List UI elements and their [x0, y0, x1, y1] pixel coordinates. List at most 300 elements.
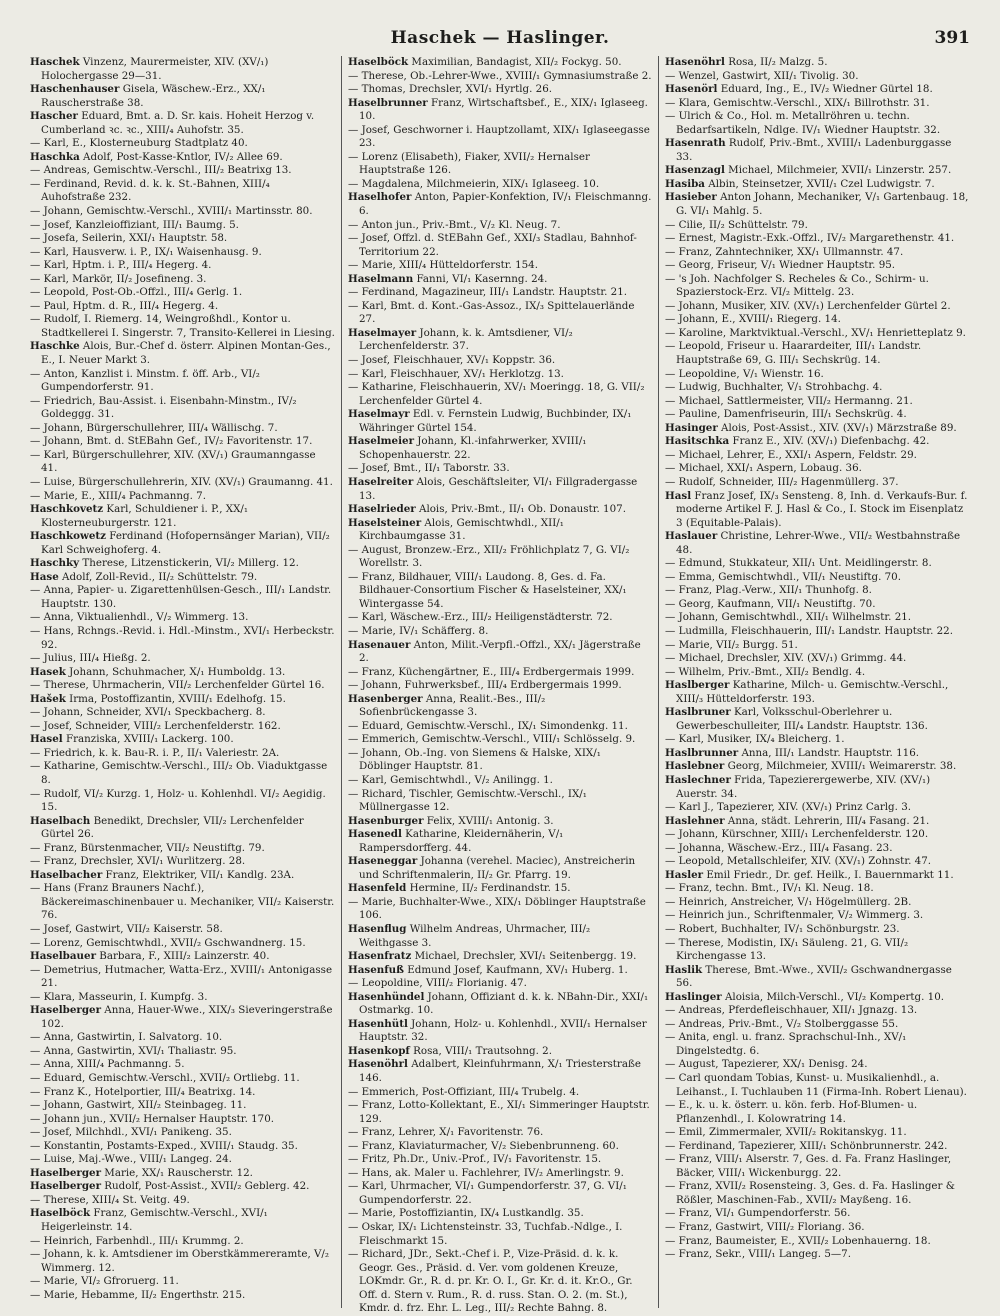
- directory-entry: [30, 964, 335, 991]
- entry-surname: Hasenflug: [348, 923, 407, 935]
- directory-entry: [665, 368, 969, 382]
- directory-entry: [348, 625, 652, 639]
- entry-details: Eduard, Ing., E., IV/₂ Wiedner Gürtel 18.: [717, 83, 933, 96]
- directory-entry: [665, 760, 969, 774]
- directory-entry: [348, 611, 652, 625]
- directory-entry: [30, 842, 335, 856]
- directory-entry: [665, 70, 969, 84]
- entry-details: — Franz, Bildhauer, VIII/₁ Laudong. 8, Ges. d. Fa. Bildhauer-Consortium Fischer & Haselsteiner, XX/₁ Wintergasse 54.: [348, 570, 627, 610]
- entry-details: — Friedrich, k. k. Bau-R. i. P., II/₁ Valeriestr. 2A.: [30, 746, 280, 759]
- directory-entry: [30, 625, 335, 652]
- entry-details: — Karl, Musiker, IX/₄ Bleicherg. 1.: [665, 733, 845, 746]
- directory-entry: [348, 1058, 652, 1085]
- entry-details: — Johann, Bmt. d. StEBahn Gef., IV/₂ Favoritenstr. 17.: [30, 435, 313, 448]
- directory-entry: [348, 828, 652, 855]
- directory-entry: [348, 1140, 652, 1154]
- entry-details: Anna, Hauer-Wwe., XIX/₃ Sieveringerstraße 102.: [41, 1004, 333, 1030]
- directory-entry: [30, 611, 335, 625]
- entry-details: — Ludmilla, Fleischhauerin, III/₁ Landstr. Hauptstr. 22.: [665, 624, 954, 637]
- directory-entry: [30, 1086, 335, 1100]
- entry-details: — Franz, Baumeister, E., XVII/₂ Lobenhauerng. 18.: [665, 1234, 931, 1247]
- directory-entry: [665, 557, 969, 571]
- entry-details: — Franz, VI/₁ Gumpendorferstr. 56.: [665, 1207, 851, 1220]
- entry-details: — Franz, Gastwirt, VIII/₂ Floriang. 36.: [665, 1221, 865, 1234]
- entry-surname: Haslehner: [665, 814, 725, 827]
- directory-entry: [348, 408, 652, 435]
- entry-surname: Hasenauer: [348, 638, 411, 651]
- entry-details: Rudolf, Priv.-Bmt., XVIII/₁ Ladenburggasse 33.: [676, 137, 952, 163]
- directory-entry: [665, 273, 969, 300]
- entry-details: — Katharine, Gemischtw.-Verschl., III/₂ Ob. Viaduktgasse 8.: [30, 760, 328, 786]
- directory-entry: [665, 598, 969, 612]
- entry-details: Therese, Bmt.-Wwe., XVII/₂ Gschwandnergasse 56.: [676, 963, 952, 990]
- directory-entry: [348, 219, 652, 233]
- entry-details: Eduard, Bmt. a. D. Sr. kais. Hoheit Herzog v. Cumberland ꝛc. ꝛc., XIII/₄ Auhofstr. 35.: [41, 110, 315, 136]
- entry-surname: Haseneggar: [348, 855, 418, 868]
- entry-details: Rosa, VIII/₁ Trautsohng. 2.: [409, 1044, 552, 1057]
- entry-details: Wilhelm Andreas, Uhrmacher, III/₂ Weithgasse 3.: [359, 923, 591, 949]
- directory-entry: [665, 584, 969, 598]
- directory-entry: [665, 1031, 969, 1058]
- directory-entry: [30, 286, 335, 300]
- entry-details: — Hans, Rchngs.-Revid. i. Hdl.-Minstm., XVI/₁ Herbeckstr. 92.: [30, 624, 335, 651]
- entry-details: — Johann, Ob.-Ing. von Siemens & Halske, XIX/₁ Döblinger Hauptstr. 81.: [348, 746, 601, 773]
- entry-details: Johann, Holz- u. Kohlenhdl., XVII/₁ Hernalser Hauptstr. 32.: [359, 1017, 647, 1044]
- entry-details: — Franz, Sekr., VIII/₁ Langeg. 5—7.: [665, 1248, 851, 1261]
- entry-details: — Marie, XIII/₄ Hütteldorferstr. 154.: [348, 259, 539, 272]
- directory-entry: [348, 571, 652, 612]
- entry-surname: Hasek: [30, 665, 66, 678]
- directory-entry: [665, 246, 969, 260]
- entry-details: — Karl, Bürgerschullehrer, XIV. (XV/₁) Graumanngasse 41.: [30, 448, 316, 475]
- directory-entry: [348, 882, 652, 896]
- directory-entry: [665, 313, 969, 327]
- directory-entry: [30, 652, 335, 666]
- directory-entry: [30, 151, 335, 165]
- entry-details: — Johann, Fuhrwerksbef., III/₄ Erdbergermais 1999.: [348, 679, 622, 692]
- directory-entry: [348, 896, 652, 923]
- entry-details: Rosa, II/₂ Malzg. 5.: [724, 56, 828, 68]
- directory-entry: [665, 1126, 969, 1140]
- directory-entry: [30, 1235, 335, 1249]
- directory-entry: [30, 855, 335, 869]
- directory-entry: [348, 476, 652, 503]
- entry-details: — Ferdinand, Revid. d. k. k. St.-Bahnen, XIII/₄ Auhofstraße 232.: [30, 177, 270, 204]
- entry-details: Anton Johann, Mechaniker, V/₁ Gartenbaug. 18, G. VI/₁ Mahlg. 5.: [676, 191, 969, 218]
- entry-details: Alois, Priv.-Bmt., II/₁ Ob. Donaustr. 107.: [415, 503, 626, 516]
- entry-details: — Thomas, Drechsler, XVI/₁ Hyrtlg. 26.: [348, 83, 553, 96]
- entry-details: — Johanna, Wäschew.-Erz., III/₄ Fasang. 23.: [665, 841, 893, 854]
- entry-surname: Haschenhauser: [30, 83, 120, 96]
- directory-entry: [665, 909, 969, 923]
- entry-details: — Karl, E., Klosterneuburg Stadtplatz 40.: [30, 137, 248, 150]
- entry-details: — Anna, Gastwirtin, XVI/₁ Thaliastr. 95.: [30, 1044, 237, 1057]
- directory-entry: [348, 517, 652, 544]
- entry-details: — Josef, Bmt., II/₁ Taborstr. 33.: [348, 462, 510, 475]
- entry-surname: Hase: [30, 570, 59, 583]
- entry-details: Georg, Milchmeier, XVIII/₁ Weimarerstr. 38.: [724, 760, 957, 773]
- directory-entry: [30, 1099, 335, 1113]
- entry-details: — Julius, III/₄ Hießg. 2.: [30, 652, 151, 665]
- entry-surname: Haselmayr: [348, 408, 410, 421]
- entry-details: Katharine, Kleidernäherin, V/₁ Rampersdorfferg. 44.: [359, 828, 564, 854]
- entry-details: Therese, Litzenstickerin, VI/₂ Millerg. 12.: [79, 557, 299, 570]
- entry-surname: Haselbacher: [30, 868, 103, 881]
- directory-entry: [665, 625, 969, 639]
- entry-surname: Haslechner: [665, 773, 731, 786]
- entry-surname: Haselmayer: [348, 326, 417, 339]
- entry-surname: Hasenedl: [348, 828, 402, 841]
- entry-details: Marie, XX/₁ Rauscherstr. 12.: [101, 1166, 253, 1179]
- entry-details: Johanna (verehel. Maciec), Anstreicherin und Schriftenmalerin, II/₂ Gr. Pfarrg. 19.: [359, 855, 636, 881]
- directory-entry: [665, 490, 969, 531]
- entry-details: — Michael, Lehrer, E., XXI/₁ Aspern, Feldstr. 29.: [665, 448, 917, 461]
- entry-details: — Richard, JDr., Sekt.-Chef i. P., Vize-Präsid. d. k. k. Geogr. Ges., Präsid. d. Ver. vom goldenen Kreuze, LOKmdr. Gr., R. d. pr. Kr. O. I., Gr. Kr. d. it. Kr.O., Gr. Off. d. Stern v. Rum., R. d. russ. Stan. O. 2. (m. St.), Kmdr. d. frz. Ehr. L. Leg., III/₂ Rechte Bahng. 8.: [348, 1248, 633, 1315]
- directory-entry: [665, 652, 969, 666]
- directory-entry: [348, 1126, 652, 1140]
- directory-entry: [30, 557, 335, 571]
- entry-details: Franz Josef, IX/₃ Sensteng. 8, Inh. d. Verkaufs-Bur. f. moderne Artikel F. J. Hasl & Co., I. Stock im Eisenplatz 3 (Equitable-Palais).: [676, 489, 968, 529]
- entry-details: — Michael, Sattlermeister, VII/₂ Hermanng. 21.: [665, 394, 913, 407]
- entry-details: — Friedrich, Bau-Assist. i. Eisenbahn-Minstm., IV/₂ Goldeggg. 31.: [30, 394, 297, 421]
- directory-entry: [348, 679, 652, 693]
- directory-entry: [30, 503, 335, 530]
- directory-entry: [30, 584, 335, 611]
- entry-surname: Hasenrath: [665, 137, 726, 150]
- entry-details: — Anita, engl. u. franz. Sprachschul-Inh., XV/₁ Dingelstedtg. 6.: [665, 1031, 907, 1057]
- entry-details: — Therese, Ob.-Lehrer-Wwe., XVIII/₁ Gymnasiumstraße 2.: [348, 69, 652, 82]
- directory-entry: [30, 1180, 335, 1194]
- directory-entry: [30, 1194, 335, 1208]
- entry-details: — Anna, Gastwirtin, I. Salvatorg. 10.: [30, 1031, 223, 1044]
- directory-entry: [665, 462, 969, 476]
- directory-entry: [30, 476, 335, 490]
- entry-surname: Haselmann: [348, 272, 414, 285]
- entry-details: — Karoline, Marktviktual.-Verschl., XV/₁ Henrietteplatz 9.: [665, 326, 966, 339]
- directory-entry: [665, 232, 969, 246]
- entry-details: — Franz, Lotto-Kollektant, E., XI/₁ Simmeringer Hauptstr. 129.: [348, 1099, 650, 1125]
- entry-details: — Luise, Bürgerschullehrerin, XIV. (XV/₁) Graumanng. 41.: [30, 475, 333, 488]
- directory-entry: [30, 923, 335, 937]
- directory-entry: [30, 435, 335, 449]
- directory-entry: [30, 815, 335, 842]
- column-left: [24, 56, 341, 1308]
- directory-entry: [665, 733, 969, 747]
- entry-surname: Hasenöhrl: [665, 56, 725, 68]
- entry-details: Barbara, F., XIII/₂ Lainzerstr. 40.: [96, 950, 270, 963]
- entry-details: — Emil, Zimmermaler, XVII/₂ Rokitanskyg. 11.: [665, 1126, 907, 1139]
- entry-details: — Wenzel, Gastwirt, XII/₁ Tivolig. 30.: [665, 69, 859, 82]
- entry-surname: Hasinger: [665, 421, 718, 434]
- entry-details: — Andreas, Gemischtw.-Verschl., III/₂ Beatrixg 13.: [30, 164, 292, 177]
- entry-details: Franziska, XVIII/₁ Lackerg. 100.: [62, 733, 234, 746]
- directory-entry: [665, 1235, 969, 1249]
- directory-entry: [30, 1275, 335, 1289]
- directory-entry: [348, 70, 652, 84]
- entry-details: Johann, Kl.-infahrwerker, XVIII/₁ Schopenhauerstr. 22.: [359, 435, 587, 461]
- entry-details: Benedikt, Drechsler, VII/₂ Lerchenfelder Gürtel 26.: [41, 814, 304, 841]
- entry-details: — Magdalena, Milchmeierin, XIX/₁ Iglaseeg. 10.: [348, 177, 600, 190]
- entry-details: — Hans, ak. Maler u. Fachlehrer, IV/₂ Amerlingstr. 9.: [348, 1166, 624, 1179]
- directory-entry: [30, 300, 335, 314]
- entry-details: — Leopold, Friseur u. Haarardeiter, III/₁ Landstr. Hauptstraße 69, G. III/₁ Sechskrüg. 14.: [665, 340, 922, 367]
- running-head: Haschek — Haslinger.: [390, 28, 610, 48]
- entry-details: — Lorenz, Gemischtwhdl., XVII/₂ Gschwandnerg. 15.: [30, 936, 306, 949]
- entry-surname: Haschkovetz: [30, 503, 104, 516]
- directory-entry: [30, 720, 335, 734]
- directory-entry: [348, 1045, 652, 1059]
- entry-surname: Haselhofer: [348, 191, 412, 204]
- entry-surname: Haselmeier: [348, 435, 414, 448]
- entry-surname: Haslauer: [665, 530, 718, 543]
- entry-details: — Josef, Offzl. d. StEBahn Gef., XXI/₃ Stadlau, Bahnhof-Territorium 22.: [348, 232, 637, 258]
- directory-entry: [665, 964, 969, 991]
- entry-details: — Johann, Gemischtwhdl., XII/₁ Wilhelmstr. 21.: [665, 611, 912, 624]
- directory-entry: [665, 1140, 969, 1154]
- directory-entry: [30, 1058, 335, 1072]
- directory-entry: [665, 801, 969, 815]
- directory-entry: [30, 991, 335, 1005]
- directory-entry: [665, 259, 969, 273]
- entry-details: — Ludwig, Buchhalter, V/₁ Strohbachg. 4.: [665, 381, 883, 394]
- entry-details: Johann, Offiziant d. k. k. NBahn-Dir., XXI/₁ Ostmarkg. 10.: [359, 990, 649, 1017]
- entry-details: — Karl, Bmt. d. Kont.-Gas-Assoz., IX/₃ Spittelauerlände 27.: [348, 299, 635, 326]
- entry-details: — Josef, Milchhdl., XVI/₁ Panikeng. 35.: [30, 1126, 232, 1139]
- entry-details: Ferdinand (Hofopernsänger Marian), VII/₂ Karl Schweighoferg. 4.: [41, 530, 330, 556]
- entry-details: Franz, Gemischtw.-Verschl., XVI/₁ Heigerleinstr. 14.: [41, 1207, 268, 1234]
- entry-details: — August, Tapezierer, XX/₁ Denisg. 24.: [665, 1058, 868, 1071]
- directory-entry: [348, 503, 652, 517]
- entry-details: — Marie, Buchhalter-Wwe., XIX/₁ Döblinger Hauptstraße 106.: [348, 895, 646, 922]
- directory-entry: [348, 977, 652, 991]
- entry-details: — Anton, Kanzlist i. Minstm. f. öff. Arb., VI/₂ Gumpendorferstr. 91.: [30, 367, 260, 394]
- directory-entry: [348, 259, 652, 273]
- directory-entry: [665, 300, 969, 314]
- directory-entry: [665, 219, 969, 233]
- entry-surname: Hasenburger: [348, 814, 424, 827]
- entry-details: Irma, Postoffizantin, XVIII/₁ Edelhofg. 15.: [65, 692, 286, 705]
- entry-details: Franz E., XIV. (XV/₁) Diefenbachg. 42.: [729, 435, 930, 448]
- entry-details: Anton, Papier-Konfektion, IV/₁ Fleischmanng. 6.: [359, 191, 652, 218]
- entry-details: — Johann, k. k. Amtsdiener im Oberstkämmereramte, V/₂ Wimmerg. 12.: [30, 1248, 330, 1274]
- directory-entry: [30, 530, 335, 557]
- directory-entry: [30, 232, 335, 246]
- directory-entry: [30, 788, 335, 815]
- entry-details: — Lorenz (Elisabeth), Fiaker, XVII/₂ Hernalser Hauptstraße 126.: [348, 150, 590, 177]
- entry-details: — Georg, Friseur, V/₁ Wiedner Hauptstr. 95.: [665, 259, 896, 272]
- directory-entry: [348, 964, 652, 978]
- entry-details: Adolf, Post-Kasse-Kntlor, IV/₂ Allee 69.: [79, 150, 283, 163]
- entry-surname: Hasl: [665, 489, 692, 502]
- directory-entry: [348, 991, 652, 1018]
- entry-details: — Eduard, Gemischtw.-Verschl., IX/₁ Simondenkg. 11.: [348, 719, 628, 732]
- directory-entry: [30, 1167, 335, 1181]
- entry-details: — Johann, Musiker, XIV. (XV/₁) Lerchenfelder Gürtel 2.: [665, 299, 951, 312]
- entry-surname: Haslinger: [665, 990, 722, 1003]
- entry-details: Franz, Wirtschaftsbef., E., XIX/₁ Iglaseeg. 10.: [359, 96, 648, 123]
- entry-details: — Luise, Maj.-Wwe., VIII/₁ Langeg. 24.: [30, 1153, 232, 1166]
- entry-details: — Karl, Markör, II/₂ Josefineng. 3.: [30, 272, 207, 285]
- directory-entry: [665, 1153, 969, 1180]
- directory-entry: [30, 246, 335, 260]
- entry-details: — Karl, Wäschew.-Erz., III/₂ Heiligenstädterstr. 72.: [348, 611, 613, 624]
- directory-entry: [30, 1126, 335, 1140]
- entry-details: — Robert, Buchhalter, IV/₁ Schönburgstr. 23.: [665, 923, 900, 935]
- directory-entry: [348, 56, 652, 70]
- entry-details: — Anna, XIII/₄ Pachmanng. 5.: [30, 1058, 185, 1071]
- entry-surname: Hasiba: [665, 177, 705, 190]
- directory-entry: [348, 1018, 652, 1045]
- directory-entry: [348, 693, 652, 720]
- directory-entry: [665, 706, 969, 733]
- entry-details: — Richard, Tischler, Gemischtw.-Verschl., IX/₁ Müllnergasse 12.: [348, 787, 587, 814]
- entry-surname: Hasenhündel: [348, 990, 425, 1003]
- entry-details: Vinzenz, Maurermeister, XIV. (XV/₁) Holochergasse 29—31.: [41, 56, 269, 82]
- directory-entry: [30, 313, 335, 340]
- directory-entry: [30, 340, 335, 367]
- entry-details: — Marie, VI/₂ Gfroruerg. 11.: [30, 1275, 179, 1288]
- directory-entry: [665, 422, 969, 436]
- directory-entry: [665, 178, 969, 192]
- entry-details: — Leopold, Metallschleifer, XIV. (XV/₁) Zohnstr. 47.: [665, 855, 932, 868]
- directory-entry: [665, 937, 969, 964]
- entry-details: Anna, städt. Lehrerin, III/₄ Fasang. 21.: [724, 814, 930, 827]
- entry-surname: Hasenfratz: [348, 950, 412, 963]
- directory-entry: [665, 395, 969, 409]
- entry-surname: Haselberger: [30, 1004, 102, 1017]
- entry-surname: Haslbrunner: [665, 746, 739, 759]
- directory-entry: [348, 815, 652, 829]
- entry-details: — Ferdinand, Tapezierer, XIII/₁ Schönbrunnerstr. 242.: [665, 1139, 948, 1152]
- entry-details: — Oskar, IX/₁ Lichtensteinstr. 33, Tuchfab.-Ndlge., I. Fleischmarkt 15.: [348, 1221, 623, 1247]
- directory-entry: [30, 83, 335, 110]
- entry-details: Franz, Elektriker, VII/₁ Kandlg. 23A.: [102, 868, 295, 881]
- entry-details: Johann, k. k. Amtsdiener, VI/₂ Lerchenfelderstr. 37.: [359, 326, 573, 353]
- directory-entry: [348, 381, 652, 408]
- entry-details: — Karl J., Tapezierer, XIV. (XV/₁) Prinz Carlg. 3.: [665, 801, 912, 814]
- directory-entry: [348, 151, 652, 178]
- directory-entry: [30, 679, 335, 693]
- entry-details: — Emmerich, Post-Offiziant, III/₄ Trubelg. 4.: [348, 1085, 580, 1098]
- directory-entry: [30, 449, 335, 476]
- entry-surname: Hasel: [30, 733, 63, 746]
- directory-entry: [348, 368, 652, 382]
- entry-surname: Hasenberger: [348, 692, 423, 705]
- directory-entry: [665, 1221, 969, 1235]
- entry-details: Edl. v. Fernstein Ludwig, Buchbinder, IX/₁ Währinger Gürtel 154.: [359, 408, 632, 434]
- entry-details: — Michael, XXI/₁ Aspern, Lobaug. 36.: [665, 462, 862, 475]
- entry-details: — 's Joh. Nachfolger S. Recheles & Co., Schirm- u. Spazierstock-Erz. VI/₂ Mittelg. 23.: [665, 272, 929, 299]
- directory-entry: [665, 923, 969, 937]
- entry-details: — Johann jun., XVII/₂ Hernalser Hauptstr. 170.: [30, 1112, 275, 1125]
- directory-entry: [665, 869, 969, 883]
- entry-details: Hermine, II/₂ Ferdinandstr. 15.: [406, 882, 571, 895]
- entry-details: — Franz K., Hotelportier, III/₄ Beatrixg. 14.: [30, 1085, 256, 1098]
- directory-entry: [348, 435, 652, 462]
- entry-surname: Haselbauer: [30, 950, 96, 963]
- entry-details: Adolf, Zoll-Revid., II/₂ Schüttelstr. 79.: [58, 570, 258, 583]
- directory-entry: [348, 273, 652, 287]
- entry-details: — Marie, E., XIII/₄ Pachmanng. 7.: [30, 489, 206, 502]
- directory-entry: [30, 1072, 335, 1086]
- directory-entry: [665, 666, 969, 680]
- entry-details: — Franz, XVII/₂ Rosensteing. 3, Ges. d. Fa. Haslinger & Rößler, Maschinen-Fab., XVII/₂ Mayßeng. 16.: [665, 1180, 955, 1206]
- directory-entry: [665, 191, 969, 218]
- directory-entry: [348, 178, 652, 192]
- entry-details: — Karl, Uhrmacher, VI/₁ Gumpendorferstr. 37, G. VI/₁ Gumpendorferstr. 22.: [348, 1180, 627, 1206]
- entry-details: — Heinrich jun., Schriftenmaler, V/₂ Wimmerg. 3.: [665, 909, 924, 922]
- directory-entry: [665, 1099, 969, 1126]
- directory-entry: [30, 490, 335, 504]
- entry-surname: Hasieber: [665, 191, 717, 204]
- entry-details: — Ernest, Magistr.-Exk.-Offzl., IV/₂ Margarethenstr. 41.: [665, 232, 955, 245]
- entry-details: — Franz, Klaviaturmacher, V/₂ Siebenbrunneng. 60.: [348, 1139, 619, 1152]
- directory-entry: [348, 327, 652, 354]
- entry-details: — Marie, Postoffiziantin, IX/₄ Lustkandlg. 35.: [348, 1207, 584, 1220]
- directory-entry: [30, 137, 335, 151]
- entry-details: — Franz, Zahntechniker, XX/₁ Ullmannstr. 47.: [665, 245, 904, 258]
- entry-details: — Ulrich & Co., Hol. m. Metallröhren u. techn. Bedarfsartikeln, Ndlge. IV/₁ Wiedner Hauptstr. 32.: [665, 110, 941, 136]
- entry-details: — Johann, Gastwirt, XII/₂ Steinbageg. 11.: [30, 1099, 247, 1112]
- entry-details: — Karl, Hptm. i. P., III/₄ Hegerg. 4.: [30, 259, 212, 272]
- entry-surname: Haselböck: [30, 1207, 91, 1220]
- entry-details: — Emma, Gemischtwhdl., VII/₁ Neustiftg. 70.: [665, 570, 901, 583]
- directory-entry: [665, 1018, 969, 1032]
- entry-details: — Marie, Hebamme, II/₂ Engerthstr. 215.: [30, 1288, 246, 1301]
- entry-details: — Anna, Papier- u. Zigarettenhülsen-Gesch., III/₁ Landstr. Hauptstr. 130.: [30, 584, 332, 610]
- directory-entry: [348, 747, 652, 774]
- directory-entry: [665, 1004, 969, 1018]
- entry-details: — Johann, Schneider, XVI/₁ Speckbacherg. 8.: [30, 706, 266, 719]
- entry-details: — Franz, VIII/₁ Alserstr. 7, Ges. d. Fa. Franz Haslinger, Bäcker, VIII/₁ Wickenburgg. 22.: [665, 1153, 952, 1179]
- entry-details: — Carl quondam Tobias, Kunst- u. Musikalienhdl., a. Leihanst., I. Tuchlauben 11 (Firma-Inh. Robert Lienau).: [665, 1072, 967, 1098]
- entry-details: — Josef, Fleischhauer, XV/₁ Koppstr. 36.: [348, 354, 556, 367]
- entry-details: — Karl, Fleischhauer, XV/₁ Herklotzg. 13.: [348, 367, 564, 380]
- directory-entry: [665, 828, 969, 842]
- entry-details: — Cilie, II/₂ Schüttelstr. 79.: [665, 218, 808, 231]
- directory-columns: [24, 56, 976, 1315]
- entry-details: — Marie, IV/₁ Schäfferg. 8.: [348, 624, 489, 637]
- directory-entry: [30, 422, 335, 436]
- directory-entry: [665, 530, 969, 557]
- directory-entry: [30, 368, 335, 395]
- directory-entry: [348, 1153, 652, 1167]
- entry-details: Katharine, Milch- u. Gemischtw.-Verschl., XIII/₃ Hütteldorferstr. 193.: [676, 679, 949, 705]
- directory-entry: [348, 950, 652, 964]
- directory-entry: [665, 571, 969, 585]
- directory-entry: [665, 1207, 969, 1221]
- directory-entry: [30, 937, 335, 951]
- entry-surname: Haslbruner: [665, 706, 731, 719]
- entry-details: — Johann, E., XVIII/₁ Riegerg. 14.: [665, 313, 841, 326]
- column-middle: [341, 56, 658, 1315]
- entry-details: — Johann, Kürschner, XIII/₁ Lerchenfelderstr. 120.: [665, 828, 929, 841]
- directory-entry: [30, 882, 335, 923]
- directory-entry: [348, 97, 652, 124]
- directory-entry: [348, 774, 652, 788]
- directory-entry: [30, 950, 335, 964]
- entry-surname: Hašek: [30, 692, 66, 705]
- entry-details: Frida, Tapezierergewerbe, XIV. (XV/₁) Auerstr. 34.: [676, 773, 931, 800]
- entry-details: Fanni, VI/₁ Kasernng. 24.: [413, 272, 548, 285]
- directory-entry: [30, 760, 335, 787]
- directory-entry: [30, 733, 335, 747]
- entry-surname: Haselberger: [30, 1166, 102, 1179]
- directory-entry: [348, 286, 652, 300]
- directory-entry: [348, 639, 652, 666]
- directory-entry: [348, 354, 652, 368]
- directory-entry: [665, 679, 969, 706]
